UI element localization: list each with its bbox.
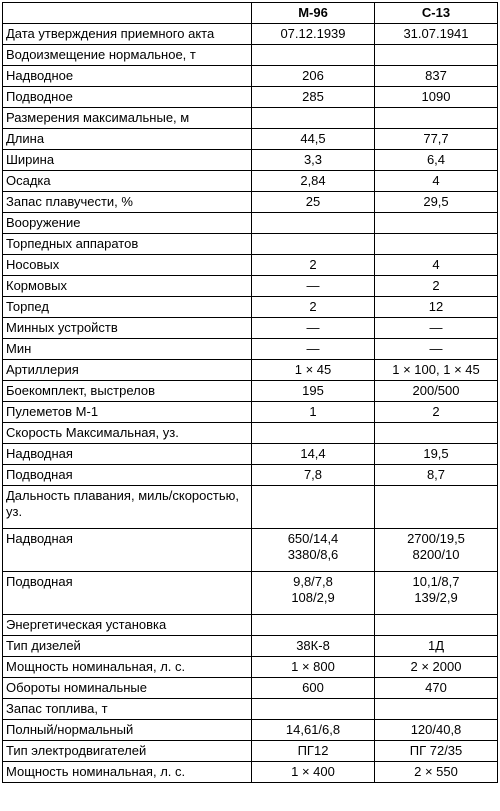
cell-value: 3,3 [303, 152, 323, 167]
cell-value: 1 × 800 [291, 659, 335, 674]
cell-m96 [252, 339, 375, 360]
row-label: Дата утверждения приемного акта [3, 24, 252, 45]
table-row [3, 297, 498, 318]
cell-value: 1 [309, 404, 317, 419]
cell-s13 [375, 486, 498, 529]
cell-value: 19,5 [423, 446, 449, 461]
cell-m96 [252, 741, 375, 762]
cell-m96 [252, 297, 375, 318]
table-row [3, 741, 498, 762]
cell-value: 1 × 100, 1 × 45 [392, 362, 480, 377]
header-s13: С-13 [375, 3, 498, 24]
table-row [3, 636, 498, 657]
cell-m96 [252, 192, 375, 213]
cell-value: 2 [432, 404, 440, 419]
cell-value: 14,4 [300, 446, 326, 461]
row-label: Надводная [3, 444, 252, 465]
cell-value: 470 [425, 680, 447, 695]
cell-value: — [306, 341, 320, 356]
row-label: Скорость Максимальная, уз. [3, 423, 252, 444]
cell-value: 6,4 [426, 152, 446, 167]
row-label: Минных устройств [3, 318, 252, 339]
row-label: Тип электродвигателей [3, 741, 252, 762]
cell-s13 [375, 657, 498, 678]
cell-value: 2 [432, 278, 440, 293]
cell-m96 [252, 318, 375, 339]
cell-value: 2 × 2000 [410, 659, 462, 674]
cell-s13 [375, 360, 498, 381]
cell-value: 12 [428, 299, 444, 314]
row-label: Пулеметов М-1 [3, 402, 252, 423]
cell-m96 [252, 657, 375, 678]
table-row [3, 486, 498, 529]
cell-m96 [252, 213, 375, 234]
cell-s13 [375, 255, 498, 276]
row-label: Запас топлива, т [3, 699, 252, 720]
cell-s13 [375, 234, 498, 255]
submarine-spec-table [2, 2, 498, 783]
table-row [3, 108, 498, 129]
table-row [3, 720, 498, 741]
cell-value: 600 [302, 680, 324, 695]
row-label: Подводная [3, 572, 252, 615]
table-row [3, 572, 498, 615]
cell-s13 [375, 24, 498, 45]
table-row [3, 762, 498, 783]
cell-value: 1 × 400 [291, 764, 335, 779]
cell-m96 [252, 276, 375, 297]
spec-table-container [2, 2, 498, 783]
cell-value: 206 [302, 68, 324, 83]
table-row [3, 24, 498, 45]
table-row [3, 276, 498, 297]
cell-s13 [375, 720, 498, 741]
row-label: Обороты номинальные [3, 678, 252, 699]
table-row [3, 444, 498, 465]
row-label: Ширина [3, 150, 252, 171]
row-label: Кормовых [3, 276, 252, 297]
cell-m96 [252, 87, 375, 108]
cell-s13 [375, 699, 498, 720]
table-row [3, 255, 498, 276]
cell-value: ПГ 72/35 [409, 743, 463, 758]
cell-m96 [252, 24, 375, 45]
header-m96: М-96 [252, 3, 375, 24]
cell-s13 [375, 636, 498, 657]
cell-value: 4 [432, 257, 440, 272]
row-label: Дальность плавания, миль/скоростью, уз. [3, 486, 252, 529]
cell-s13 [375, 762, 498, 783]
row-label: Размерения максимальные, м [3, 108, 252, 129]
cell-m96 [252, 444, 375, 465]
cell-value: 837 [425, 68, 447, 83]
row-label: Подводная [3, 465, 252, 486]
spec-table-body [3, 24, 498, 783]
cell-m96 [252, 66, 375, 87]
table-row [3, 678, 498, 699]
cell-value: 2 [309, 257, 317, 272]
cell-m96 [252, 234, 375, 255]
cell-m96 [252, 360, 375, 381]
row-label: Длина [3, 129, 252, 150]
cell-m96 [252, 402, 375, 423]
cell-m96 [252, 381, 375, 402]
cell-s13 [375, 66, 498, 87]
cell-value: — [306, 320, 320, 335]
row-label: Мощность номинальная, л. с. [3, 762, 252, 783]
row-label: Надводная [3, 529, 252, 572]
row-label: Надводное [3, 66, 252, 87]
cell-s13 [375, 129, 498, 150]
cell-s13 [375, 339, 498, 360]
table-row [3, 699, 498, 720]
row-label: Полный/нормальный [3, 720, 252, 741]
cell-value: 07.12.1939 [280, 26, 346, 41]
table-row [3, 360, 498, 381]
cell-s13 [375, 615, 498, 636]
cell-value: 4 [432, 173, 440, 188]
cell-m96 [252, 45, 375, 66]
cell-s13 [375, 192, 498, 213]
table-row [3, 318, 498, 339]
table-row [3, 45, 498, 66]
cell-m96 [252, 129, 375, 150]
table-row [3, 423, 498, 444]
cell-value: 108/2,9 [291, 590, 335, 605]
cell-value: — [306, 278, 320, 293]
row-label: Тип дизелей [3, 636, 252, 657]
cell-m96 [252, 699, 375, 720]
cell-s13 [375, 402, 498, 423]
cell-value: 8200/10 [412, 547, 460, 562]
cell-s13 [375, 465, 498, 486]
table-row [3, 529, 498, 572]
cell-s13 [375, 741, 498, 762]
cell-value: — [429, 320, 443, 335]
table-row [3, 150, 498, 171]
table-row [3, 87, 498, 108]
cell-value: 29,5 [423, 194, 449, 209]
row-label: Вооружение [3, 213, 252, 234]
cell-m96 [252, 636, 375, 657]
cell-m96 [252, 465, 375, 486]
cell-m96 [252, 678, 375, 699]
row-label: Мин [3, 339, 252, 360]
cell-value: 1 × 45 [294, 362, 332, 377]
cell-m96 [252, 762, 375, 783]
cell-s13 [375, 108, 498, 129]
cell-value: 38К-8 [296, 638, 330, 653]
table-row [3, 234, 498, 255]
table-row [3, 339, 498, 360]
cell-m96 [252, 572, 375, 615]
row-label: Боекомплект, выстрелов [3, 381, 252, 402]
table-row [3, 615, 498, 636]
cell-value: 2,84 [300, 173, 326, 188]
cell-m96 [252, 150, 375, 171]
cell-s13 [375, 444, 498, 465]
cell-s13 [375, 276, 498, 297]
table-row [3, 381, 498, 402]
cell-value: 31.07.1941 [403, 26, 469, 41]
cell-value: 10,1/8,7 [412, 574, 460, 589]
table-row [3, 657, 498, 678]
row-label: Подводное [3, 87, 252, 108]
cell-s13 [375, 171, 498, 192]
cell-value: 44,5 [300, 131, 326, 146]
cell-value: 1090 [421, 89, 451, 104]
cell-value: 195 [302, 383, 324, 398]
cell-m96 [252, 615, 375, 636]
cell-m96 [252, 171, 375, 192]
cell-value: 2 [309, 299, 317, 314]
table-row [3, 402, 498, 423]
table-row [3, 129, 498, 150]
cell-value: 285 [302, 89, 324, 104]
row-label: Водоизмещение нормальное, т [3, 45, 252, 66]
cell-value: 139/2,9 [414, 590, 458, 605]
cell-value: 9,8/7,8 [293, 574, 333, 589]
cell-s13 [375, 678, 498, 699]
cell-s13 [375, 45, 498, 66]
row-label: Носовых [3, 255, 252, 276]
header-parameter [3, 3, 252, 24]
cell-value: 120/40,8 [410, 722, 462, 737]
cell-value: ПГ12 [297, 743, 329, 758]
cell-value: 25 [305, 194, 321, 209]
cell-value: 2700/19,5 [407, 531, 465, 546]
cell-s13 [375, 297, 498, 318]
row-label: Запас плавучести, % [3, 192, 252, 213]
cell-s13 [375, 87, 498, 108]
table-row [3, 66, 498, 87]
table-row [3, 171, 498, 192]
cell-value: 650/14,4 [287, 531, 339, 546]
row-label: Мощность номинальная, л. с. [3, 657, 252, 678]
cell-value: 14,61/6,8 [285, 722, 341, 737]
row-label: Торпедных аппаратов [3, 234, 252, 255]
cell-value: 77,7 [423, 131, 449, 146]
cell-s13 [375, 150, 498, 171]
table-row [3, 465, 498, 486]
row-label: Торпед [3, 297, 252, 318]
cell-m96 [252, 108, 375, 129]
table-row [3, 192, 498, 213]
cell-m96 [252, 423, 375, 444]
cell-s13 [375, 318, 498, 339]
cell-value: 1Д [427, 638, 445, 653]
row-label: Энергетическая установка [3, 615, 252, 636]
cell-s13 [375, 381, 498, 402]
cell-s13 [375, 423, 498, 444]
cell-value: 3380/8,6 [287, 547, 339, 562]
table-row [3, 213, 498, 234]
cell-s13 [375, 529, 498, 572]
cell-s13 [375, 213, 498, 234]
cell-value: 2 × 550 [414, 764, 458, 779]
cell-value: 200/500 [412, 383, 460, 398]
row-label: Осадка [3, 171, 252, 192]
cell-value: 8,7 [426, 467, 446, 482]
cell-value: — [429, 341, 443, 356]
cell-m96 [252, 720, 375, 741]
cell-value: 7,8 [303, 467, 323, 482]
header-row [3, 3, 498, 24]
cell-s13 [375, 572, 498, 615]
cell-m96 [252, 486, 375, 529]
row-label: Артиллерия [3, 360, 252, 381]
cell-m96 [252, 529, 375, 572]
cell-m96 [252, 255, 375, 276]
